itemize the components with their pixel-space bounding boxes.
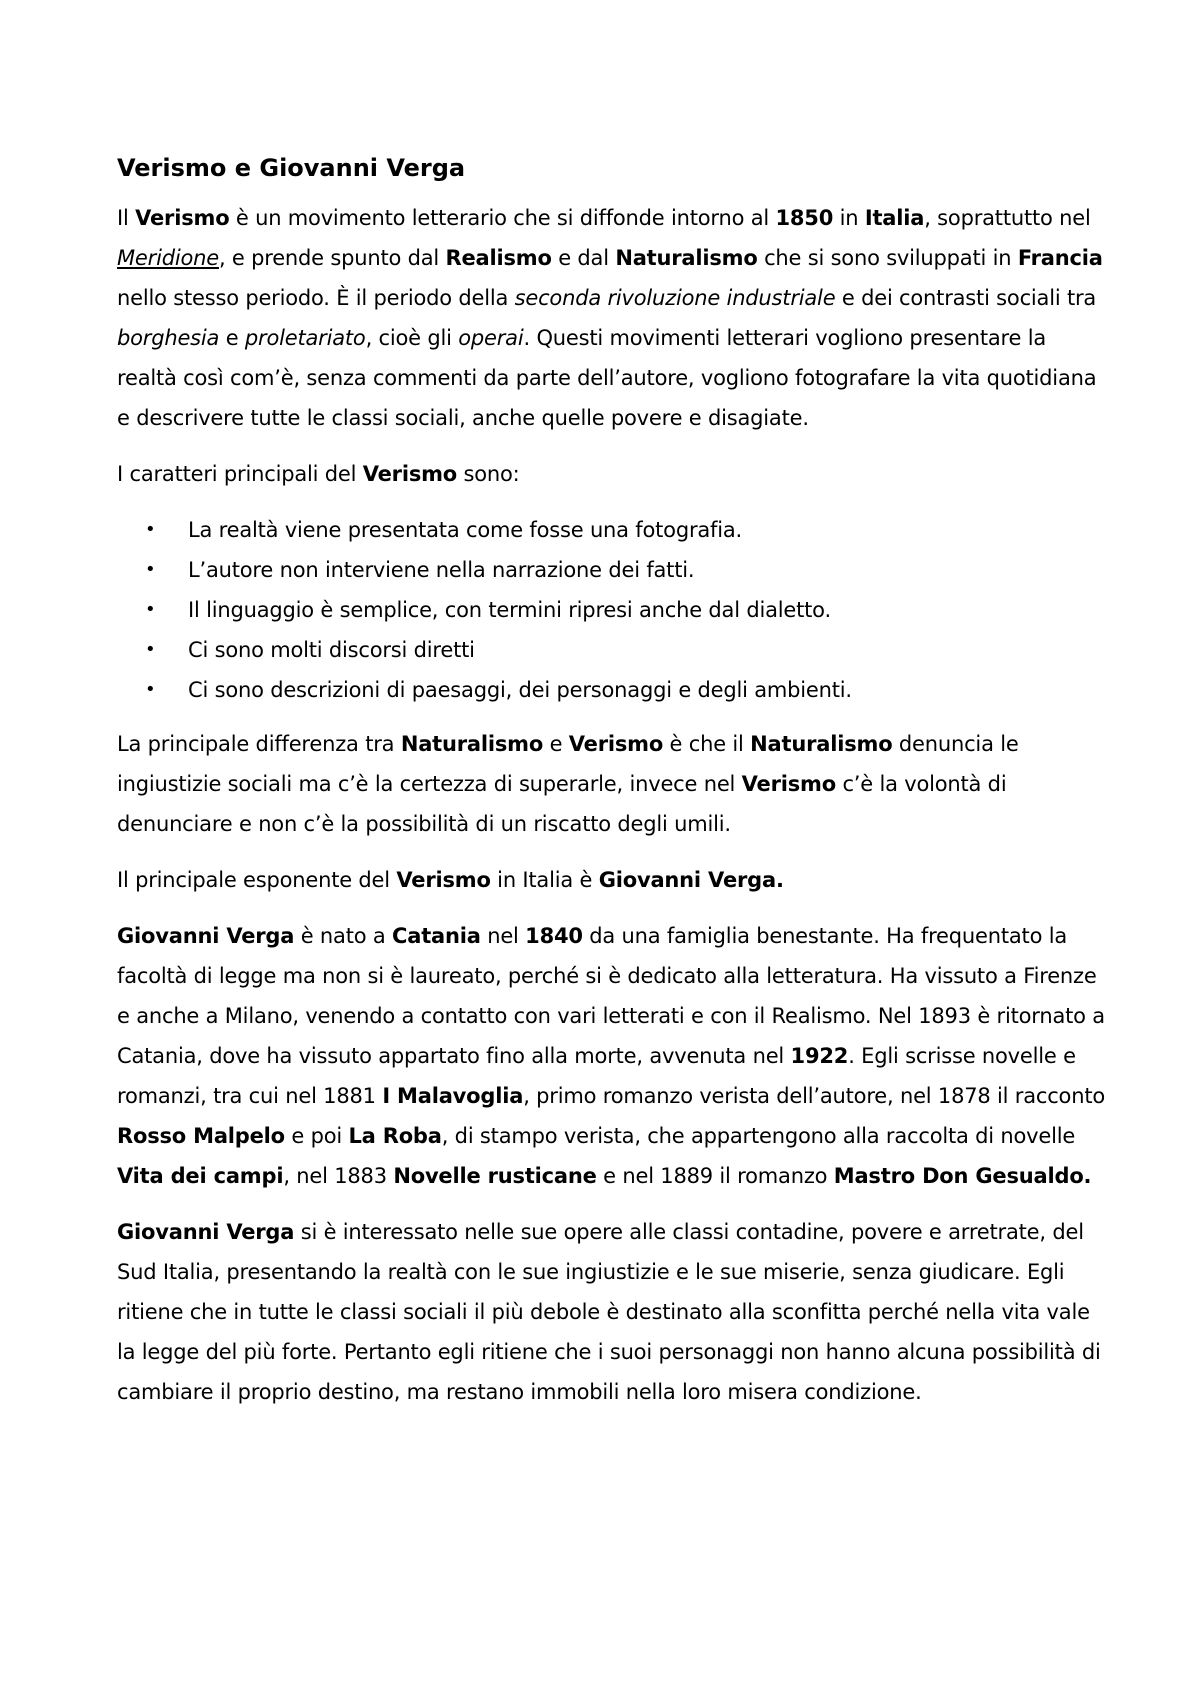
text-run: . Egli scrisse novelle e romanzi, tra cui nel 1881 bbox=[117, 1044, 1076, 1108]
emphasized-text: proletariato bbox=[244, 326, 366, 350]
emphasized-text: Giovanni Verga bbox=[117, 1220, 295, 1244]
difference-paragraph bbox=[117, 724, 1107, 844]
bullet-icon: • bbox=[145, 679, 156, 700]
text-run: e poi bbox=[284, 1124, 349, 1148]
emphasized-text: Vita dei campi bbox=[117, 1164, 284, 1188]
list-item: • L’autore non interviene nella narrazione dei fatti. bbox=[188, 550, 1107, 590]
text-run: e bbox=[219, 326, 245, 350]
text-run: e dal bbox=[551, 246, 616, 270]
list-item: • Ci sono descrizioni di paesaggi, dei personaggi e degli ambienti. bbox=[188, 670, 1107, 710]
bullet-icon: • bbox=[145, 639, 156, 660]
text-run: Il bbox=[117, 206, 136, 230]
text-run: e bbox=[543, 732, 569, 756]
emphasized-text: Naturalismo bbox=[750, 732, 893, 756]
text-run: e nel 1889 il romanzo bbox=[596, 1164, 834, 1188]
document-page bbox=[117, 150, 1107, 1428]
text-run: Il principale esponente del bbox=[117, 868, 397, 892]
emphasized-text: borghesia bbox=[117, 326, 220, 350]
emphasized-text: Catania bbox=[392, 924, 481, 948]
bullet-icon: • bbox=[145, 559, 156, 580]
text-run: è che il bbox=[663, 732, 751, 756]
main-exponent-paragraph bbox=[117, 860, 1107, 900]
text-run: è un movimento letterario che si diffonde intorno al bbox=[229, 206, 776, 230]
emphasized-text: La Roba bbox=[348, 1124, 442, 1148]
emphasized-text: 1850 bbox=[775, 206, 834, 230]
bullet-icon: • bbox=[145, 599, 156, 620]
text-run: c’è la volontà di denunciare e non c’è la possibilità di un riscatto degli umili. bbox=[117, 772, 1007, 836]
text-run: nel bbox=[480, 924, 526, 948]
emphasized-text: Naturalismo bbox=[615, 246, 758, 270]
text-run: in bbox=[833, 206, 865, 230]
emphasized-text: Verismo bbox=[396, 868, 491, 892]
emphasized-text: Italia bbox=[864, 206, 925, 230]
list-item: • Il linguaggio è semplice, con termini ripresi anche dal dialetto. bbox=[188, 590, 1107, 630]
emphasized-text: Verismo bbox=[362, 462, 458, 486]
biography-paragraph bbox=[117, 916, 1107, 1196]
emphasized-text: Realismo bbox=[445, 246, 552, 270]
document-title: Verismo e Giovanni Verga bbox=[117, 154, 466, 182]
emphasized-text: 1922 bbox=[790, 1044, 849, 1068]
emphasized-text: Verismo bbox=[135, 206, 230, 230]
text-run: è nato a bbox=[294, 924, 393, 948]
bullet-icon: • bbox=[145, 519, 156, 540]
list-item: • La realtà viene presentata come fosse una fotografia. bbox=[188, 510, 1107, 550]
themes-paragraph bbox=[117, 1212, 1107, 1412]
list-item: • Ci sono molti discorsi diretti bbox=[188, 630, 1107, 670]
features-intro-paragraph bbox=[117, 454, 1107, 494]
text-run: I caratteri principali del bbox=[117, 462, 363, 486]
emphasized-text: Meridione bbox=[117, 246, 219, 270]
text-run: La principale differenza tra bbox=[117, 732, 401, 756]
emphasized-text: Francia bbox=[1017, 246, 1103, 270]
intro-paragraph bbox=[117, 198, 1107, 438]
emphasized-text: 1840 bbox=[525, 924, 583, 948]
emphasized-text: Giovanni Verga. bbox=[598, 868, 784, 892]
emphasized-text: Verismo bbox=[741, 772, 836, 796]
emphasized-text: seconda rivoluzione industriale bbox=[514, 286, 836, 310]
emphasized-text: I Malavoglia bbox=[382, 1084, 524, 1108]
emphasized-text: Naturalismo bbox=[400, 732, 544, 756]
emphasized-text: Rosso Malpelo bbox=[117, 1124, 285, 1148]
text-run: denuncia le ingiustizie sociali ma c’è la certezza di superarle, invece nel bbox=[117, 732, 1019, 796]
text-run: , nel 1883 bbox=[283, 1164, 394, 1188]
text-run: , di stampo verista, che appartengono alla raccolta di novelle bbox=[441, 1124, 1076, 1148]
text-run: , soprattutto nel bbox=[924, 206, 1091, 230]
emphasized-text: Giovanni Verga bbox=[117, 924, 295, 948]
text-run: , cioè gli bbox=[365, 326, 459, 350]
text-run: e dei contrasti sociali tra bbox=[835, 286, 1097, 310]
text-run: , e prende spunto dal bbox=[218, 246, 446, 270]
text-run: , primo romanzo verista dell’autore, nel 1878 il racconto bbox=[523, 1084, 1106, 1108]
emphasized-text: Mastro Don Gesualdo. bbox=[833, 1164, 1092, 1188]
features-list bbox=[117, 510, 1107, 710]
emphasized-text: operai bbox=[458, 326, 524, 350]
text-run: in Italia è bbox=[490, 868, 599, 892]
emphasized-text: Verismo bbox=[568, 732, 664, 756]
text-run: nello stesso periodo. È il periodo della bbox=[117, 286, 515, 310]
emphasized-text: Novelle rusticane bbox=[393, 1164, 597, 1188]
text-run: . Questi movimenti letterari vogliono presentare la realtà così com’è, senza commenti da parte dell’autore, vogliono fotografare la vita quotidiana e descrivere tutte le classi sociali, anche quelle povere e disagiate. bbox=[117, 326, 1097, 430]
text-run: sono: bbox=[457, 462, 520, 486]
text-run: che si sono sviluppati in bbox=[757, 246, 1018, 270]
text-run: da una famiglia benestante. Ha frequentato la facoltà di legge ma non si è laureato, perché si è dedicato alla letteratura. Ha vissuto a Firenze e anche a Milano, venendo a contatto con vari letterati e con il Realismo. Nel 1893 è ritornato a Catania, dove ha vissuto appartato fino alla morte, avvenuta nel bbox=[117, 924, 1105, 1068]
text-run: si è interessato nelle sue opere alle classi contadine, povere e arretrate, del Sud Italia, presentando la realtà con le sue ingiustizie e le sue miserie, senza giudicare. Egli ritiene che in tutte le classi sociali il più debole è destinato alla sconfitta perché nella vita vale la legge del più forte. Pertanto egli ritiene che i suoi personaggi non hanno alcuna possibilità di cambiare il proprio destino, ma restano immobili nella loro misera condizione. bbox=[117, 1220, 1101, 1404]
